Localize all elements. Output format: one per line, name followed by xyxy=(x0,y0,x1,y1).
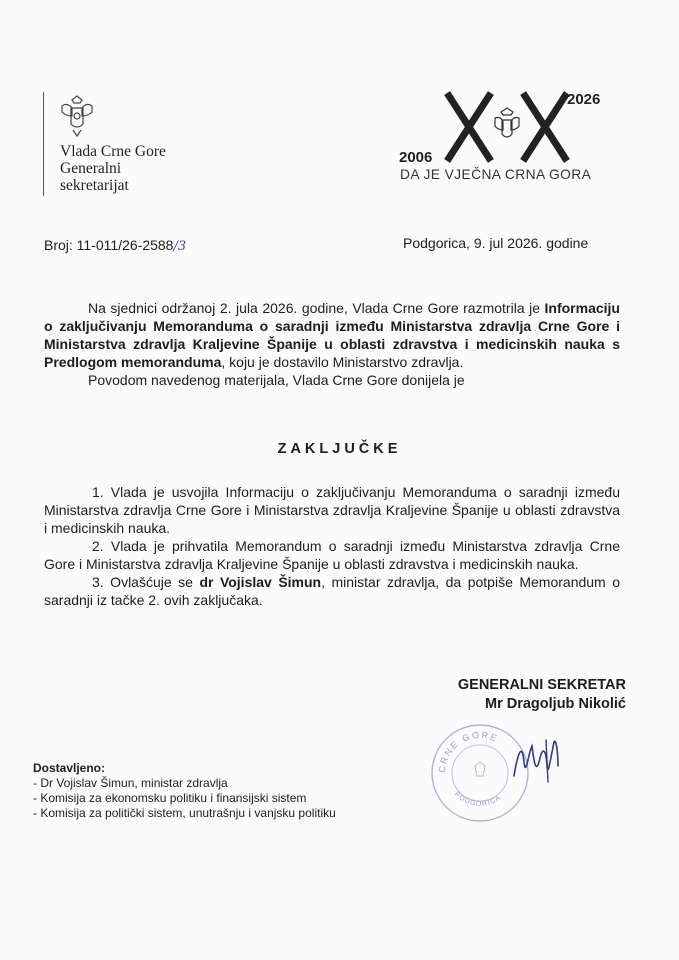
place-and-date: Podgorica, 9. jul 2026. godine xyxy=(403,235,589,251)
reference-number-text: Broj: 11-011/26-2588 xyxy=(44,237,174,253)
org-line-2: Generalni xyxy=(60,160,122,177)
government-name xyxy=(60,143,166,194)
svg-text:PODGORICA xyxy=(453,791,503,808)
conclusions-list xyxy=(44,483,620,609)
intro-paragraph xyxy=(44,299,620,371)
conclusions-heading: ZAKLJUČKE xyxy=(277,441,402,457)
distribution-title: Dostavljeno: xyxy=(33,761,106,775)
intro-lead: Na sjednici održanoj 2. jula 2026. godine, Vlada Crne Gore razmotrila je xyxy=(88,300,545,316)
conclusion-item-1: 1. Vlada je usvojila Informaciju o zaključivanju Memoranduma o saradnji između Ministarstva zdravlja Crne Gore i Ministarstva zdravlja Kraljevine Španije u oblasti zdravstva i medicinskih nauka. xyxy=(44,484,620,536)
handwritten-signature xyxy=(510,732,580,792)
signatory-name: Mr Dragoljub Nikolić xyxy=(485,696,626,712)
logo-motto: DA JE VJEČNA CRNA GORA xyxy=(400,167,592,182)
logo-year-left: 2006 xyxy=(399,149,433,166)
stamp-text: CRNE GORE xyxy=(436,729,501,774)
intro-bold-title: Informaciju o zaključivanju Memoranduma o saradnji između Ministarstva zdravlja Crne Gore i Ministarstva zdravlja Kraljevine Španije u oblasti zdravstva i medicinskih nauka s Predlogom memoranduma xyxy=(44,300,620,370)
stamp-city: PODGORICA xyxy=(452,790,503,808)
conclusion-item-3 xyxy=(44,573,620,609)
logo-year-right: 2026 xyxy=(567,91,601,108)
signature-block xyxy=(420,676,626,714)
org-line-1: Vlada Crne Gore xyxy=(60,143,166,160)
intro-second-paragraph: Povodom navedenog materijala, Vlada Crne Gore donijela je xyxy=(88,372,465,388)
svg-text:CRNE GORE xyxy=(437,730,500,773)
handwritten-suffix: /3 xyxy=(173,239,187,254)
conclusion-3-tail: , ministar zdravlja, da potpiše Memorandum o saradnji iz tačke 2. ovih zaključaka. xyxy=(44,574,621,608)
signatory-title: GENERALNI SEKRETAR xyxy=(457,677,626,693)
distribution-item: - Dr Vojislav Šimun, ministar zdravlja xyxy=(33,776,228,790)
header-divider-line xyxy=(43,92,44,196)
reference-number xyxy=(44,237,186,254)
distribution-list xyxy=(33,761,336,821)
intro-tail: , koju je dostavilo Ministarstvo zdravlja. xyxy=(221,354,464,370)
distribution-item: - Komisija za ekonomsku politiku i finansijski sistem xyxy=(33,791,307,805)
distribution-item: - Komisija za politički sistem, unutrašnju i vanjsku politiku xyxy=(33,806,336,820)
org-line-3: sekretarijat xyxy=(60,177,129,194)
coat-of-arms-icon xyxy=(58,94,96,140)
intro-section xyxy=(44,299,620,389)
conclusion-3-lead: 3. Ovlašćuje se xyxy=(92,574,200,590)
conclusion-3-minister: dr Vojislav Šimun xyxy=(199,574,322,590)
conclusion-item-2: 2. Vlada je prihvatila Memorandum o saradnji između Ministarstva zdravlja Crne Gore i Ministarstva zdravlja Kraljevine Španije u oblasti zdravstva i medicinskih nauka. xyxy=(44,538,620,572)
